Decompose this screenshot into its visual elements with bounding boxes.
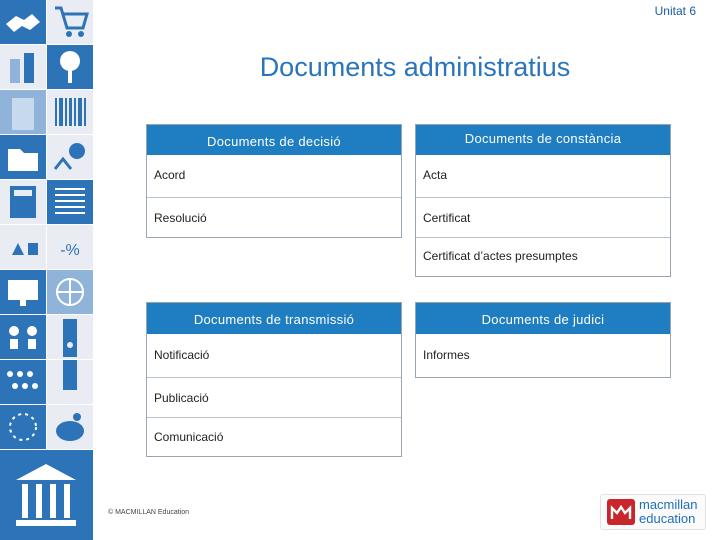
logo-line-1: macmillan bbox=[639, 497, 698, 512]
page-title: Documents administratius bbox=[259, 52, 571, 82]
table-row: Resolució bbox=[147, 197, 401, 237]
table-header: Documents de transmissió bbox=[147, 303, 401, 334]
handshake-icon bbox=[0, 0, 46, 44]
piggy-bank-icon bbox=[47, 405, 93, 449]
calculator-icon bbox=[0, 180, 46, 224]
unit-label: Unitat 6 bbox=[654, 4, 696, 18]
table-documents-judici bbox=[415, 302, 671, 378]
people-exchange-icon bbox=[0, 315, 46, 359]
table-row: Acta bbox=[423, 168, 448, 182]
shopping-cart-icon bbox=[47, 0, 93, 44]
document-lines-icon bbox=[47, 180, 93, 224]
monitor-icon bbox=[0, 270, 46, 314]
crowd-icon bbox=[0, 360, 46, 404]
table-row: Acord bbox=[154, 168, 186, 182]
folder-icon bbox=[0, 135, 46, 179]
table-row: Publicació bbox=[147, 377, 401, 417]
table-documents-decisio bbox=[146, 124, 402, 238]
globe-icon bbox=[47, 270, 93, 314]
macmillan-education-logo bbox=[600, 494, 706, 530]
logo-wordmark bbox=[639, 498, 698, 526]
table-header: Documents de constància bbox=[416, 125, 670, 155]
svg-text:-%: -% bbox=[60, 242, 80, 259]
binder-bottom-icon bbox=[47, 360, 93, 404]
table-row: Informes bbox=[423, 348, 470, 362]
table-row: Notificació bbox=[154, 348, 210, 362]
binder-icon bbox=[47, 315, 93, 359]
percent-icon bbox=[47, 225, 93, 269]
table-row: Comunicació bbox=[147, 417, 401, 456]
logo-line-2: education bbox=[639, 511, 696, 526]
bank-icon bbox=[0, 450, 93, 540]
table-documents-transmissio bbox=[146, 302, 402, 457]
shapes-icon bbox=[0, 225, 46, 269]
table-row: Certificat d’actes presumptes bbox=[416, 237, 670, 276]
table-header: Documents de decisió bbox=[147, 125, 401, 155]
stars-circle-icon bbox=[0, 405, 46, 449]
macmillan-logo-mark-icon bbox=[607, 499, 635, 525]
table-row: Certificat bbox=[416, 197, 670, 237]
euro-cycle-icon bbox=[47, 135, 93, 179]
table-header: Documents de judici bbox=[416, 303, 670, 334]
barcode-icon bbox=[47, 90, 93, 134]
table-documents-constancia bbox=[415, 124, 671, 277]
building-icon bbox=[0, 90, 46, 134]
copyright-text: © MACMILLAN Education bbox=[108, 509, 190, 516]
